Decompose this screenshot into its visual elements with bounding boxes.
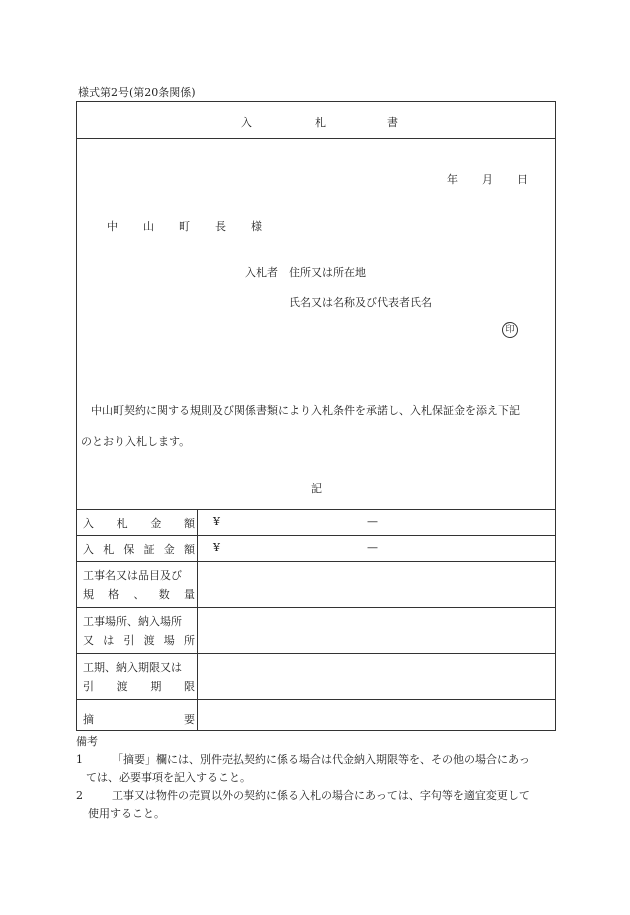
divider: [77, 561, 555, 562]
seal-mark: 印: [502, 322, 518, 338]
title-char: 書: [387, 116, 398, 129]
divider: [77, 699, 555, 700]
divider: [77, 535, 555, 536]
title-char: 入: [241, 116, 252, 129]
note-text: 「摘要」欄には、別件売払契約に係る場合は代金納入期限等を、その他の場合にあっ: [112, 753, 530, 766]
body-text-line: 中山町契約に関する規則及び関係書類により入札条件を承諾し、入札保証金を添え下記: [91, 404, 520, 417]
addressee-char: 様: [251, 220, 262, 233]
addressee-char: 長: [215, 220, 226, 233]
note-item: [76, 787, 566, 823]
notes-title: 備考: [76, 735, 98, 748]
divider: [77, 509, 555, 510]
body-text-line: のとおり入札します。: [81, 435, 191, 448]
addressee-char: 山: [143, 220, 154, 233]
column-divider: [197, 509, 198, 730]
amount-dash: —: [367, 541, 378, 554]
row-label-remarks: 摘 要: [83, 713, 195, 726]
note-text-cont: ては、必要事項を記入すること。: [86, 771, 251, 784]
row-label-bid-amount: 入 札 金 額: [83, 517, 195, 530]
amount-dash: —: [367, 515, 378, 528]
note-number: 1: [76, 753, 83, 766]
divider: [77, 607, 555, 608]
note-text: 工事又は物件の売買以外の契約に係る入札の場合にあっては、字句等を適宜変更して: [112, 789, 530, 802]
addressee-char: 町: [179, 220, 190, 233]
ki-heading: 記: [311, 482, 322, 495]
address-label: 住所又は所在地: [289, 266, 366, 279]
yen-symbol: ¥: [213, 515, 220, 528]
form-label: 様式第2号(第20条関係): [78, 86, 196, 99]
notes-section: [76, 733, 566, 823]
title-char: 札: [315, 116, 326, 129]
date-year: 年: [447, 173, 458, 186]
note-item: [76, 751, 566, 787]
row-label-period: 工期、納入期限又は 引 渡 期 限: [83, 661, 195, 693]
note-number: 2: [76, 789, 83, 802]
date-day: 日: [517, 173, 528, 186]
row-label-location: 工事場所、納入場所 又 は 引 渡 場 所: [83, 615, 195, 647]
note-text-cont: 使用すること。: [88, 807, 165, 820]
divider: [77, 138, 555, 139]
row-label-project-name: 工事名又は品目及び 規 格 、 数 量: [83, 569, 195, 601]
row-label-bid-deposit: 入 札 保 証 金 額: [83, 543, 195, 556]
name-label: 氏名又は名称及び代表者氏名: [289, 296, 432, 309]
bidder-label: 入札者: [245, 266, 278, 279]
date-month: 月: [482, 173, 493, 186]
divider: [77, 653, 555, 654]
yen-symbol: ¥: [213, 541, 220, 554]
addressee-char: 中: [107, 220, 118, 233]
bid-form-frame: [76, 101, 556, 731]
